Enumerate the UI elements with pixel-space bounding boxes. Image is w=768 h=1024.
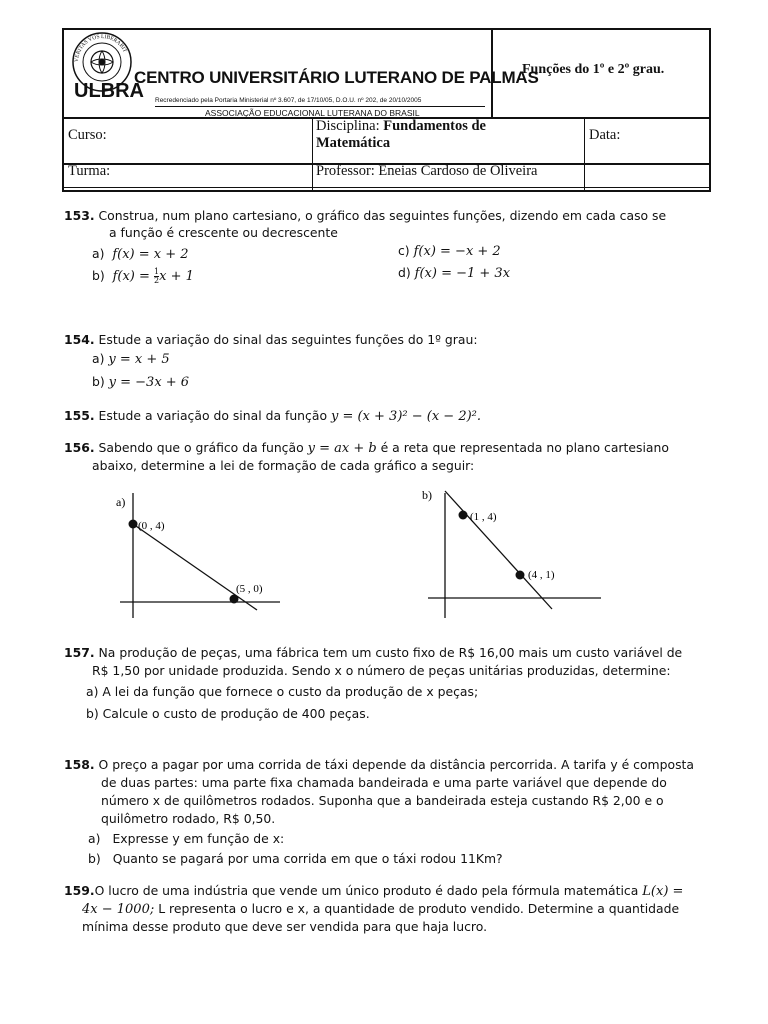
association-text: ASSOCIAÇÃO EDUCACIONAL LUTERANA DO BRASIL	[205, 108, 420, 118]
disciplina-value: Fundamentos de	[383, 118, 486, 134]
curso-label: Curso:	[68, 127, 107, 143]
q157-number: 157.	[64, 645, 95, 660]
q157-item-b: b) Calcule o custo de produção de 400 peças.	[86, 706, 370, 721]
q159-line2: 4x − 1000; L representa o lucro e x, a quantidade de produto vendido. Determine a quantidade	[82, 901, 680, 917]
q154-line	[64, 331, 478, 349]
q154-item-a: a) y = x + 5	[92, 351, 170, 367]
q156-line1: 156. Sabendo que o gráfico da função y = ax + b é a reta que representada no plano cartesiano	[64, 440, 669, 456]
q157-line1: 157. Na produção de peças, uma fábrica tem um custo fixo de R$ 16,00 mais um custo variável de	[64, 645, 683, 660]
q159-line1: 159.O lucro de uma indústria que vende um único produto é dado pela fórmula matemática L(x) =	[64, 883, 684, 899]
q153-item-a: a) f(x) = x + 2	[92, 246, 189, 262]
graph-a-line	[133, 524, 257, 610]
q153-item-c: c) f(x) = −x + 2	[398, 243, 501, 259]
graph-a-point-2-label: (5 , 0)	[236, 583, 263, 595]
q153-item-b: b) f(x) = $\frac{1}{2}$ x + 1	[92, 267, 194, 285]
accreditation-text: Recredenciado pela Portaria Ministerial nº 3.607, de 17/10/05, D.O.U. nº 202, de 20/10/2005	[155, 97, 422, 104]
q159-number: 159.	[64, 883, 95, 898]
graph-a-label: a)	[116, 495, 126, 509]
disciplina-label: Disciplina:	[316, 118, 380, 134]
q155-expression: y = (x + 3)² − (x − 2)².	[330, 409, 482, 424]
graph-b-point-1-label: (1 , 4)	[470, 511, 497, 523]
university-name: CENTRO UNIVERSITÁRIO LUTERANO DE PALMAS	[134, 68, 539, 87]
q158-line4: quilômetro rodado, R$ 0,50.	[101, 811, 276, 826]
svg-text:VERITAS VOS LIBERABIT: VERITAS VOS LIBERABIT	[73, 33, 128, 63]
q155-number: 155.	[64, 408, 95, 423]
q156-line2: abaixo, determine a lei de formação de cada gráfico a seguir:	[92, 458, 475, 473]
q156-number: 156.	[64, 440, 95, 455]
q158-line2: de duas partes: uma parte fixa chamada bandeirada e uma parte variável que depende do	[101, 775, 667, 790]
q153-item-d: d) f(x) = −1 + 3x	[398, 265, 511, 281]
q154-number: 154.	[64, 332, 95, 347]
q153-number: 153.	[64, 208, 95, 223]
q156-expression: y = ax + b	[307, 441, 377, 456]
q153-line1	[64, 207, 666, 225]
q153-text: Construa, num plano cartesiano, o gráfico das seguintes funções, dizendo em cada caso se	[98, 208, 667, 223]
q158-line1: 158. O preço a pagar por uma corrida de táxi depende da distância percorrida. A tarifa y é composta	[64, 757, 694, 772]
disciplina-field	[316, 118, 486, 135]
turma-label: Turma:	[68, 163, 111, 179]
q158-line3: número x de quilômetros rodados. Suponha que a bandeirada esteja custando R$ 2,00 e o	[101, 793, 664, 808]
graph-b-point-1	[459, 511, 468, 520]
q158-number: 158.	[64, 757, 95, 772]
q154-item-b: b) y = −3x + 6	[92, 374, 190, 390]
topic-title: Funções do 1º e 2º grau.	[522, 62, 665, 77]
q158-item-a: a) Expresse y em função de x:	[88, 831, 285, 846]
graph-b-point-2-label: (4 , 1)	[528, 569, 555, 581]
graph-a	[110, 485, 290, 625]
logo-rule	[155, 106, 485, 107]
ulbra-logo-text: ULBRA	[74, 80, 144, 102]
q155-line	[64, 407, 481, 426]
q155-text: Estude a variação do sinal da função	[98, 408, 328, 423]
q157-line2: R$ 1,50 por unidade produzida. Sendo x o número de peças unitárias produzidas, determine:	[92, 663, 671, 678]
graph-b-line	[445, 491, 552, 609]
q154-text: Estude a variação do sinal das seguintes funções do 1º grau:	[98, 332, 478, 347]
q157-item-a: a) A lei da função que fornece o custo da produção de x peças;	[86, 684, 479, 699]
graph-a-point-1	[129, 520, 138, 529]
graph-b	[418, 483, 608, 623]
graph-a-point-2	[230, 595, 239, 604]
professor-text: Professor: Eneias Cardoso de Oliveira	[316, 163, 538, 179]
graph-b-point-2	[516, 571, 525, 580]
disciplina-value-2: Matemática	[316, 135, 391, 151]
graph-a-point-1-label: (0 , 4)	[138, 520, 165, 532]
data-label: Data:	[589, 127, 621, 143]
q153-line2: a função é crescente ou decrescente	[109, 225, 338, 240]
q159-line3: mínima desse produto que deve ser vendida para que haja lucro.	[82, 919, 488, 934]
q158-item-b: b) Quanto se pagará por uma corrida em que o táxi rodou 11Km?	[88, 851, 503, 866]
graph-b-label: b)	[422, 488, 432, 502]
